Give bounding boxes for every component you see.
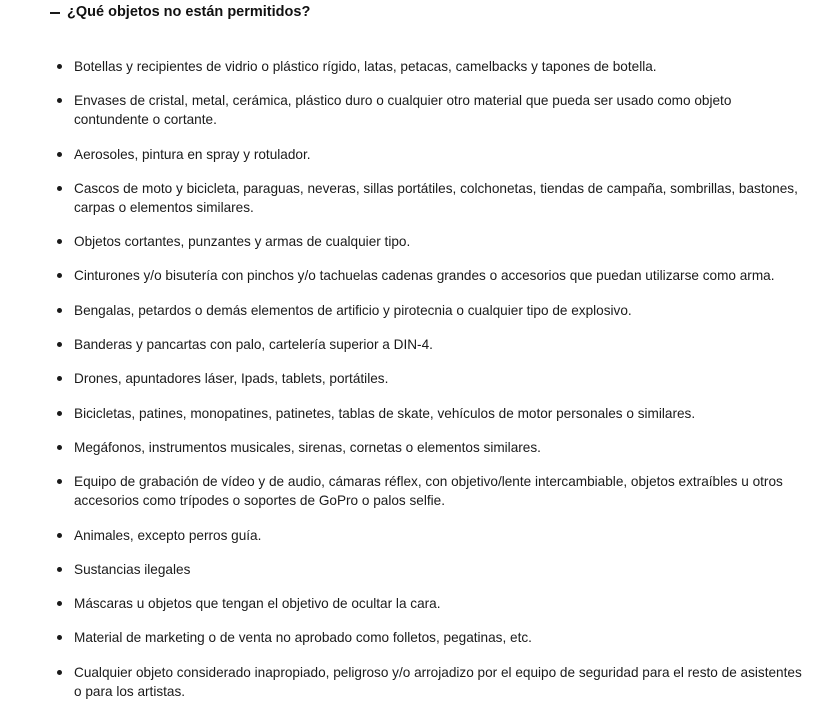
bullet-icon (57, 152, 62, 157)
list-item-text: Megáfonos, instrumentos musicales, sirenas, cornetas o elementos similares. (74, 439, 541, 455)
bullet-icon (57, 239, 62, 244)
bullet-icon (57, 342, 62, 347)
list-item (52, 594, 807, 613)
bullet-icon (57, 479, 62, 484)
list-item-text: Bengalas, petardos o demás elementos de artificio y pirotecnia o cualquier tipo de explosivo. (74, 302, 632, 318)
bullet-icon (57, 635, 62, 640)
list-item (52, 438, 807, 457)
list-item-text: Cualquier objeto considerado inapropiado, peligroso y/o arrojadizo por el equipo de seguridad para el resto de asistentes o para los artistas. (74, 664, 802, 699)
list-item (52, 57, 807, 76)
bullet-icon (57, 308, 62, 313)
list-item-text: Máscaras u objetos que tengan el objetivo de ocultar la cara. (74, 596, 441, 612)
list-item (52, 179, 807, 217)
list-item (52, 369, 807, 388)
list-item (52, 266, 807, 285)
list-item-text: Cinturones y/o bisutería con pinchos y/o tachuelas cadenas grandes o accesorios que puedan utilizarse como arma. (74, 268, 775, 284)
section-title: ¿Qué objetos no están permitidos? (67, 4, 311, 20)
list-item-text: Banderas y pancartas con palo, cartelería superior a DIN-4. (74, 337, 433, 353)
bullet-icon (57, 445, 62, 450)
list-item (52, 663, 807, 701)
list-item-text: Animales, excepto perros guía. (74, 527, 262, 543)
bullet-icon (57, 186, 62, 191)
list-item-text: Bicicletas, patines, monopatines, patinetes, tablas de skate, vehículos de motor personales o similares. (74, 405, 696, 421)
bullet-icon (57, 411, 62, 416)
list-item-text: Envases de cristal, metal, cerámica, plástico duro o cualquier otro material que pueda ser usado como objeto contundente o cortante. (74, 93, 732, 128)
bullet-icon (57, 601, 62, 606)
list-item-text: Equipo de grabación de vídeo y de audio, cámaras réflex, con objetivo/lente intercambiable, objetos extraíbles u otros accesorios como trípodes o soportes de GoPro o palos selfie. (74, 474, 783, 509)
bullet-icon (57, 98, 62, 103)
list-item (52, 628, 807, 647)
list-item (52, 472, 807, 510)
list-item (52, 301, 807, 320)
list-item (52, 145, 807, 164)
bullet-icon (57, 64, 62, 69)
list-item (52, 335, 807, 354)
list-item-text: Drones, apuntadores láser, Ipads, tablets, portátiles. (74, 371, 389, 387)
list-item (52, 232, 807, 251)
list-item (52, 404, 807, 423)
bullet-icon (57, 376, 62, 381)
bullet-icon (57, 670, 62, 675)
list-item-text: Botellas y recipientes de vidrio o plástico rígido, latas, petacas, camelbacks y tapones de botella. (74, 59, 657, 74)
bullet-icon (57, 533, 62, 538)
bullet-icon (57, 273, 62, 278)
list-item (52, 560, 807, 579)
prohibited-items-list (52, 57, 807, 716)
minus-icon[interactable] (50, 12, 60, 14)
list-item-text: Material de marketing o de venta no aprobado como folletos, pegatinas, etc. (74, 630, 532, 646)
list-item-text: Aerosoles, pintura en spray y rotulador. (74, 146, 311, 162)
list-item-text: Objetos cortantes, punzantes y armas de cualquier tipo. (74, 234, 411, 250)
list-item (52, 91, 807, 129)
list-item-text: Sustancias ilegales (74, 561, 191, 577)
list-item (52, 526, 807, 545)
bullet-icon (57, 567, 62, 572)
accordion-header[interactable] (50, 4, 310, 20)
list-item-text: Cascos de moto y bicicleta, paraguas, neveras, sillas portátiles, colchonetas, tiendas de campaña, sombrillas, bastones, carpas o elementos similares. (74, 180, 798, 215)
